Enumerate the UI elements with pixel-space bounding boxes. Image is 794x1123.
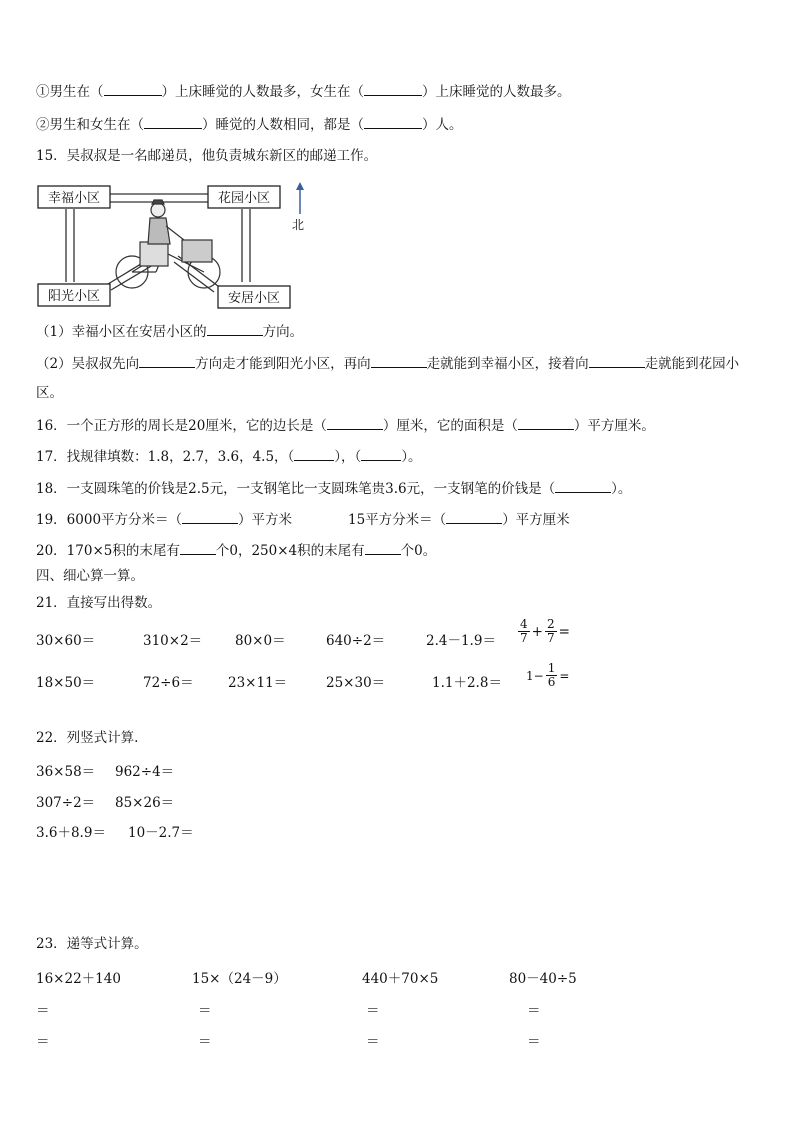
- q21-item: 30×60＝: [36, 633, 96, 649]
- answer-blank[interactable]: [294, 447, 334, 461]
- map-label-xingfu: 幸福小区: [47, 191, 101, 206]
- q14-line2: ②男生和女生在（ ）睡觉的人数相同，都是（ ）人。: [36, 117, 463, 133]
- answer-blank[interactable]: [104, 82, 162, 96]
- q23-item: 80－40÷5: [509, 971, 577, 987]
- q23-item: 440＋70×5: [362, 971, 439, 987]
- q22-item: 307÷2＝: [36, 795, 96, 811]
- answer-blank[interactable]: [371, 354, 427, 368]
- q22-item: 85×26＝: [115, 795, 175, 811]
- q23-eq: ＝: [198, 1003, 212, 1019]
- q21-item: 18×50＝: [36, 675, 96, 691]
- q23-title: 23．递等式计算。: [36, 936, 148, 952]
- q21-item: 80×0＝: [235, 633, 286, 649]
- answer-blank[interactable]: [589, 354, 645, 368]
- q21-fraction-item: $\frac{4}{7}$ + $\frac{2}{7}$ =: [520, 617, 570, 645]
- q21-title: 21．直接写出得数。: [36, 595, 162, 611]
- q21-item: 1.1＋2.8＝: [432, 675, 502, 691]
- q21-item: 310×2＝: [143, 633, 203, 649]
- map-label-anju: 安居小区: [227, 291, 281, 306]
- answer-blank[interactable]: [364, 115, 422, 129]
- q19b: 15平方分米＝（ ）平方厘米: [348, 512, 570, 528]
- answer-blank[interactable]: [207, 322, 263, 336]
- q23-eq: ＝: [527, 1003, 541, 1019]
- map-label-huayuan: 花园小区: [217, 191, 271, 206]
- q19a: 19．6000平方分米＝（ ）平方米: [36, 512, 293, 528]
- q20: 20．170×5积的末尾有 个0，250×4积的末尾有 个0。: [36, 543, 437, 559]
- q23-eq: ＝: [366, 1034, 380, 1050]
- q23-eq: ＝: [527, 1034, 541, 1050]
- q14-line1: ①男生在（ ）上床睡觉的人数最多，女生在（ ）上床睡觉的人数最多。: [36, 84, 571, 100]
- q17: 17．找规律填数：1.8，2.7，3.6，4.5，（ ），（ ）。: [36, 449, 422, 465]
- q15-title: 15．吴叔叔是一名邮递员，他负责城东新区的邮递工作。: [36, 148, 378, 164]
- q21-fraction-item: 1− $\frac{1}{6}$ =: [526, 661, 570, 689]
- q22-item: 36×58＝: [36, 764, 96, 780]
- q18: 18．一支圆珠笔的价钱是2.5元，一支钢笔比一支圆珠笔贵3.6元，一支钢笔的价钱是（ ）。: [36, 481, 632, 497]
- q22-item: 10－2.7＝: [128, 825, 194, 841]
- north-label: 北: [292, 218, 305, 232]
- q23-item: 16×22＋140: [36, 971, 121, 987]
- q21-item: 640÷2＝: [326, 633, 386, 649]
- q21-item: 72÷6＝: [143, 675, 194, 691]
- q15-sub1: （1）幸福小区在安居小区的 方向。: [36, 324, 304, 340]
- q22-item: 3.6＋8.9＝: [36, 825, 106, 841]
- answer-blank[interactable]: [361, 447, 401, 461]
- answer-blank[interactable]: [365, 541, 401, 555]
- answer-blank[interactable]: [327, 416, 383, 430]
- postman-bicycle-icon: [116, 200, 220, 288]
- q23-eq: ＝: [198, 1034, 212, 1050]
- q21-item: 2.4－1.9＝: [426, 633, 496, 649]
- community-map: [36, 182, 292, 310]
- q23-eq: ＝: [36, 1034, 50, 1050]
- answer-blank[interactable]: [139, 354, 195, 368]
- q21-item: 25×30＝: [326, 675, 386, 691]
- answer-blank[interactable]: [446, 510, 502, 524]
- q23-eq: ＝: [36, 1003, 50, 1019]
- answer-blank[interactable]: [518, 416, 574, 430]
- q15-sub2: （2）吴叔叔先向 方向走才能到阳光小区，再向 走就能到幸福小区，接着向 走就能到花园小: [36, 356, 740, 372]
- q23-item: 15×（24－9）: [192, 971, 287, 987]
- section-4-heading: 四、细心算一算。: [36, 568, 144, 584]
- answer-blank[interactable]: [182, 510, 238, 524]
- q15-sub2-cont: 区。: [36, 385, 63, 401]
- q22-title: 22．列竖式计算.: [36, 730, 139, 746]
- answer-blank[interactable]: [364, 82, 422, 96]
- q23-eq: ＝: [366, 1003, 380, 1019]
- q21-item: 23×11＝: [228, 675, 288, 691]
- answer-blank[interactable]: [144, 115, 202, 129]
- q16: 16．一个正方形的周长是20厘米，它的边长是（ ）厘米，它的面积是（ ）平方厘米。: [36, 418, 655, 434]
- answer-blank[interactable]: [555, 479, 611, 493]
- map-label-yangguang: 阳光小区: [47, 289, 101, 304]
- answer-blank[interactable]: [180, 541, 216, 555]
- q22-item: 962÷4＝: [115, 764, 175, 780]
